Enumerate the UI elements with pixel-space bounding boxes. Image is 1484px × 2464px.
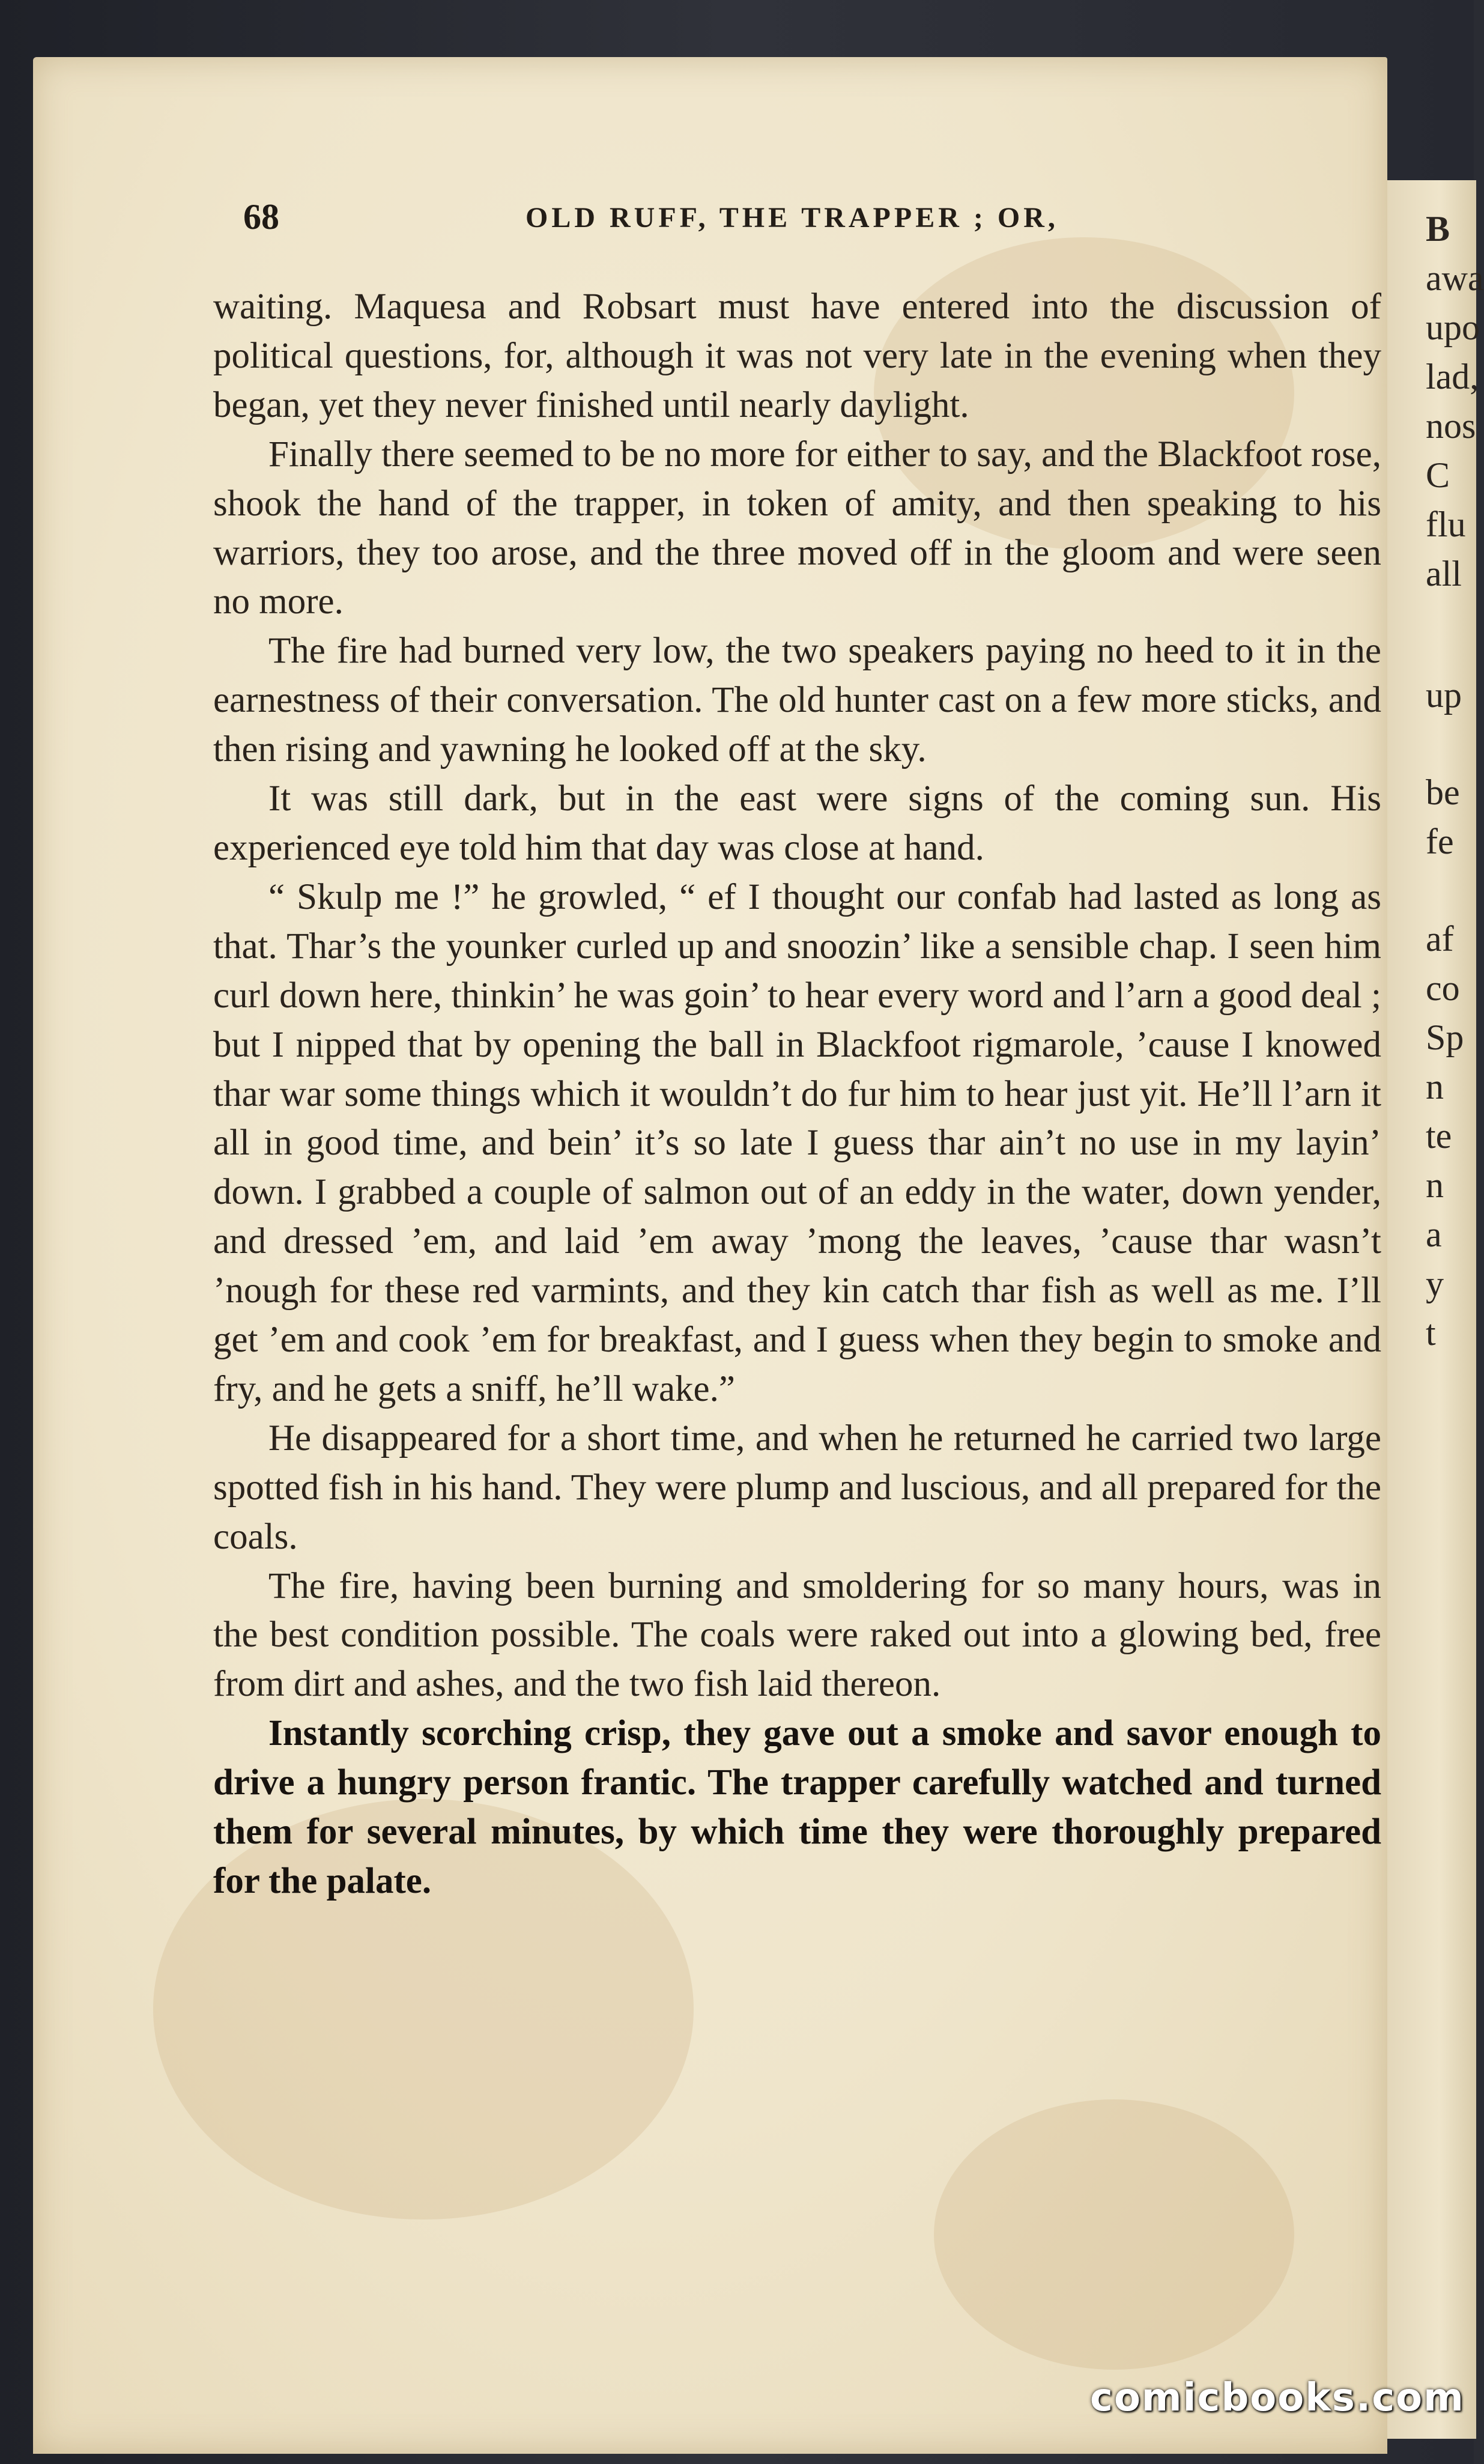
adjacent-fragment: y: [1426, 1264, 1444, 1303]
adjacent-fragment: n: [1426, 1165, 1444, 1205]
watermark: comicbooks.com: [1090, 2376, 1465, 2420]
adjacent-fragment: te: [1426, 1116, 1452, 1156]
adjacent-fragment: fe: [1426, 822, 1454, 861]
adjacent-fragment: t: [1426, 1313, 1436, 1353]
adjacent-page-edge: [1381, 180, 1484, 2439]
book-page: [33, 57, 1387, 2454]
adjacent-fragment: co: [1426, 968, 1460, 1008]
adjacent-fragment: a: [1426, 1215, 1442, 1254]
adjacent-fragment: awa: [1426, 258, 1484, 298]
adjacent-fragment: nos: [1426, 406, 1476, 446]
body-text: [213, 282, 1381, 2325]
adjacent-fragment: be: [1426, 772, 1460, 812]
adjacent-page-text: [1426, 204, 1484, 1358]
adjacent-fragment: B: [1426, 209, 1450, 249]
adjacent-fragment: n: [1426, 1067, 1444, 1106]
adjacent-fragment: up: [1426, 675, 1462, 715]
paragraph: The fire, having been burning and smoldering for so many hours, was in the best condition possible. The coals were raked out into a glowing bed, free from dirt and ashes, and the two fish laid thereon.: [213, 1565, 1381, 1705]
paragraph: “ Skulp me !” he growled, “ ef I thought our confab had lasted as long as that. Thar’s the younker curled up and snoozin’ like a sensible chap. I seen him curl down here, thinkin’ he was goin’ to hear every word and l’arn a good deal ; but I nipped that by opening the ball in Blackfoot rigmarole, ’cause I knowed thar war some things which it wouldn’t do fur him to hear just yit. He’ll l’arn it all in good time, and bein’ it’s so late I guess thar ain’t no use in my layin’ down. I grabbed a couple of salmon out of an eddy in the water, down yender, and dressed ’em, and laid ’em away ’mong the leaves, ’cause thar wasn’t ’nough for these red varmints, and they kin catch thar fish as well as me. I’ll get ’em and cook ’em for breakfast, and I guess when they begin to smoke and fry, and he gets a sniff, he’ll wake.”: [213, 876, 1381, 1409]
adjacent-fragment: flu: [1426, 505, 1466, 544]
paragraph: waiting. Maquesa and Robsart must have entered into the discussion of political questions, for, although it was not very late in the evening when they began, yet they never finished until nearly daylight.: [213, 287, 1381, 425]
paragraph: Instantly scorching crisp, they gave out a smoke and savor enough to drive a hungry person frantic. The trapper carefully watched and turned them for several minutes, by which time they were thoroughly prepared for the palate.: [213, 1713, 1381, 1901]
adjacent-fragment: C: [1426, 455, 1450, 495]
adjacent-fragment: af: [1426, 919, 1454, 959]
paragraph: Finally there seemed to be no more for either to say, and the Blackfoot rose, shook the hand of the trapper, in token of amity, and then speaking to his warriors, they too arose, and the three moved off in the gloom and were seen no more.: [213, 434, 1381, 622]
paragraph: He disappeared for a short time, and when he returned he carried two large spotted fish in his hand. They were plump and luscious, and all prepared for the coals.: [213, 1418, 1381, 1557]
adjacent-fragment: Sp: [1426, 1018, 1464, 1057]
page-header: [213, 141, 1324, 237]
adjacent-fragment: lad,: [1426, 357, 1479, 396]
adjacent-fragment: all: [1426, 554, 1462, 593]
paragraph: It was still dark, but in the east were signs of the coming sun. His experienced eye told him that day was close at hand.: [213, 778, 1381, 868]
paragraph: The fire had burned very low, the two speakers paying no heed to it in the earnestness of their conversation. The old hunter cast on a few more sticks, and then rising and yawning he looked off at the sky.: [213, 631, 1381, 770]
adjacent-fragment: upo: [1426, 308, 1480, 347]
page-number: 68: [243, 197, 279, 237]
running-head: OLD RUFF, THE TRAPPER ; OR,: [525, 202, 1059, 234]
